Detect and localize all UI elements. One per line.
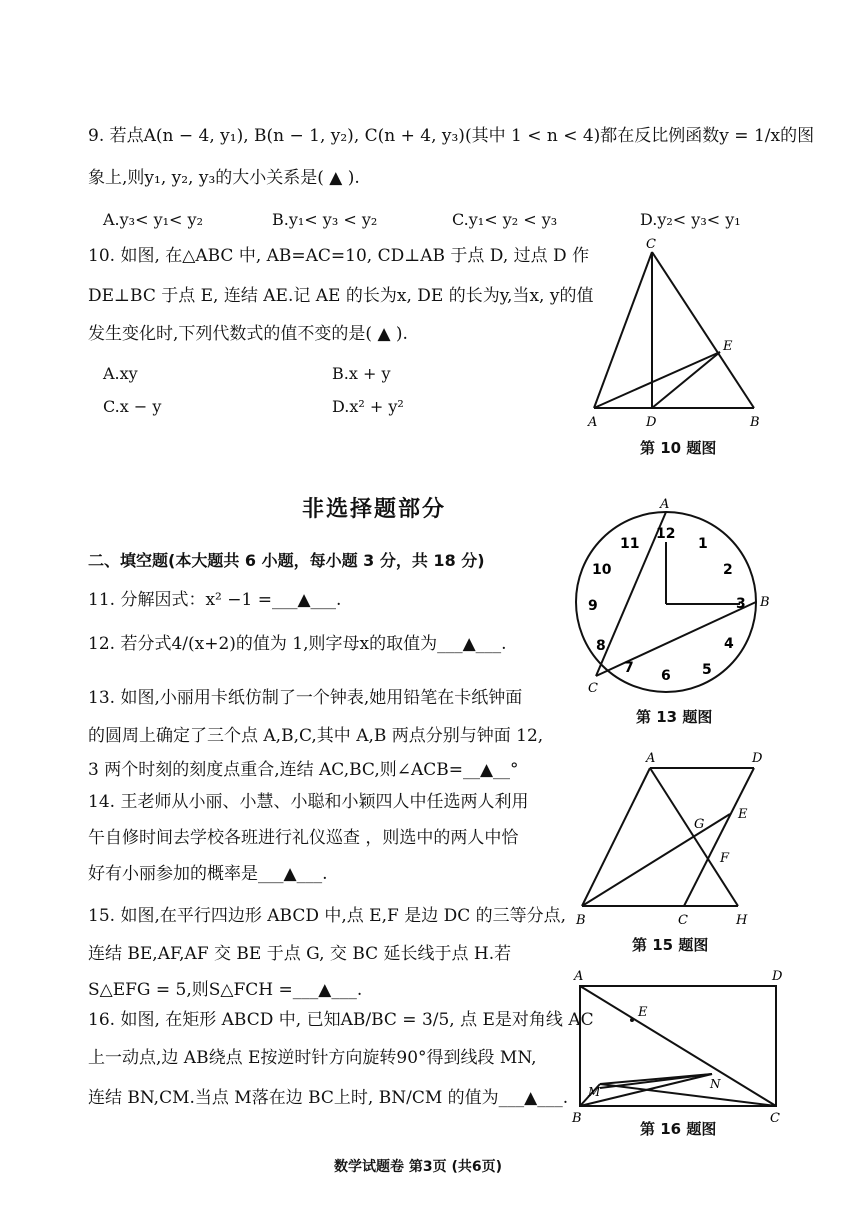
fig13-label-c: C — [588, 681, 598, 696]
section-title: 非选择题部分 — [302, 497, 447, 522]
q9-line1: 9. 若点A(n − 4, y₁), B(n − 1, y₂), C(n + 4, y₃)(其中 1 < n < 4)都在反比例函数y = 1/x的图 — [88, 126, 815, 146]
q10-line3: 发生变化时,下列代数式的值不变的是( ▲ ). — [88, 324, 408, 344]
fig10-label-b: B — [750, 415, 760, 430]
fig10-label-e: E — [723, 339, 733, 354]
fig16-label-a: A — [574, 969, 584, 984]
q9-line2: 象上,则y₁, y₂, y₃的大小关系是( ▲ ). — [88, 168, 360, 188]
clock-number-11: 11 — [620, 536, 640, 552]
page-footer: 数学试题卷 第3页 (共6页) — [334, 1159, 503, 1175]
fig16-label-n: N — [710, 1077, 721, 1091]
q13-line2: 的圆周上确定了三个点 A,B,C,其中 A,B 两点分别与钟面 12, — [88, 726, 544, 746]
q10-option-b: B.x + y — [332, 364, 391, 383]
q13-line1: 13. 如图,小丽用卡纸仿制了一个钟表,她用铅笔在卡纸钟面 — [88, 688, 523, 708]
fig15-label-d: D — [752, 751, 763, 766]
figure-13-caption: 第 13 题图 — [636, 708, 713, 726]
fig15-label-f: F — [720, 851, 730, 866]
clock-number-4: 4 — [724, 636, 734, 652]
fig16-label-d: D — [772, 969, 783, 984]
clock-number-12: 12 — [656, 526, 676, 542]
q9-option-a: A.y₃< y₁< y₂ — [103, 210, 203, 229]
fig16-point-e — [630, 1018, 634, 1022]
fig15-label-c: C — [678, 913, 688, 928]
fig16-label-e: E — [638, 1005, 648, 1020]
q11-text: 11. 分解因式：x² −1 =___▲___. — [88, 590, 342, 610]
fig15-label-e: E — [738, 807, 748, 822]
q12-text: 12. 若分式4/(x+2)的值为 1,则字母x的取值为___▲___. — [88, 634, 507, 654]
q14-line2: 午自修时间去学校各班进行礼仪巡查 ，则选中的两人中恰 — [88, 828, 519, 848]
q10-option-a: A.xy — [103, 364, 138, 383]
clock-number-3: 3 — [736, 596, 746, 612]
q16-line3: 连结 BN,CM.当点 M落在边 BC上时, BN/CM 的值为___▲___. — [88, 1088, 569, 1108]
fig16-label-b: B — [572, 1111, 582, 1126]
figure-16-caption: 第 16 题图 — [640, 1120, 717, 1138]
q10-line2: DE⊥BC 于点 E, 连结 AE.记 AE 的长为x, DE 的长为y,当x, y的值 — [88, 286, 594, 306]
fig15-label-g: G — [694, 817, 705, 832]
fig13-label-a: A — [660, 497, 670, 512]
figure-10-caption: 第 10 题图 — [640, 439, 717, 457]
q10-option-d: D.x² + y² — [332, 397, 404, 416]
fig16-label-c: C — [770, 1111, 780, 1126]
q15-line3: S△EFG = 5,则S△FCH =___▲___. — [88, 980, 363, 1000]
q14-line1: 14. 王老师从小丽、小慧、小聪和小颖四人中任选两人利用 — [88, 792, 529, 812]
clock-number-10: 10 — [592, 562, 612, 578]
figure-13-clock — [570, 496, 780, 696]
fig10-label-a: A — [588, 415, 598, 430]
fig16-label-m: M — [588, 1085, 601, 1099]
figure-15-caption: 第 15 题图 — [632, 936, 709, 954]
section2-header: 二、填空题(本大题共 6 小题，每小题 3 分，共 18 分) — [88, 551, 485, 570]
q9-option-b: B.y₁< y₃ < y₂ — [272, 210, 378, 229]
q15-line1: 15. 如图,在平行四边形 ABCD 中,点 E,F 是边 DC 的三等分点, — [88, 906, 567, 926]
fig15-label-b: B — [576, 913, 586, 928]
q9-option-c: C.y₁< y₂ < y₃ — [452, 210, 558, 229]
clock-number-2: 2 — [723, 562, 733, 578]
clock-number-1: 1 — [698, 536, 708, 552]
q9-option-d: D.y₂< y₃< y₁ — [640, 210, 741, 229]
q16-line2: 上一动点,边 AB绕点 E按逆时针方向旋转90°得到线段 MN, — [88, 1048, 537, 1068]
figure-15-parallelogram — [572, 748, 772, 928]
clock-number-5: 5 — [702, 662, 712, 678]
clock-number-7: 7 — [624, 660, 634, 676]
fig15-label-h: H — [736, 913, 748, 928]
fig15-label-a: A — [646, 751, 656, 766]
q16-line1: 16. 如图, 在矩形 ABCD 中, 已知AB/BC = 3/5, 点 E是对角线 AC — [88, 1010, 594, 1030]
figure-10-triangle — [580, 232, 770, 432]
q10-line1: 10. 如图, 在△ABC 中, AB=AC=10, CD⊥AB 于点 D, 过点 D 作 — [88, 246, 590, 266]
clock-number-9: 9 — [588, 598, 598, 614]
fig13-label-b: B — [760, 595, 770, 610]
q13-line3: 3 两个时刻的刻度点重合,连结 AC,BC,则∠ACB=__▲__° — [88, 760, 519, 780]
q15-line2: 连结 BE,AF,AF 交 BE 于点 G, 交 BC 延长线于点 H.若 — [88, 944, 512, 964]
q14-line3: 好有小丽参加的概率是___▲___. — [88, 864, 328, 884]
fig10-label-c: C — [646, 237, 656, 252]
figure-16-rectangle — [566, 966, 786, 1126]
fig10-label-d: D — [646, 415, 657, 430]
clock-number-6: 6 — [661, 668, 671, 684]
q10-option-c: C.x − y — [103, 397, 162, 416]
clock-number-8: 8 — [596, 638, 606, 654]
